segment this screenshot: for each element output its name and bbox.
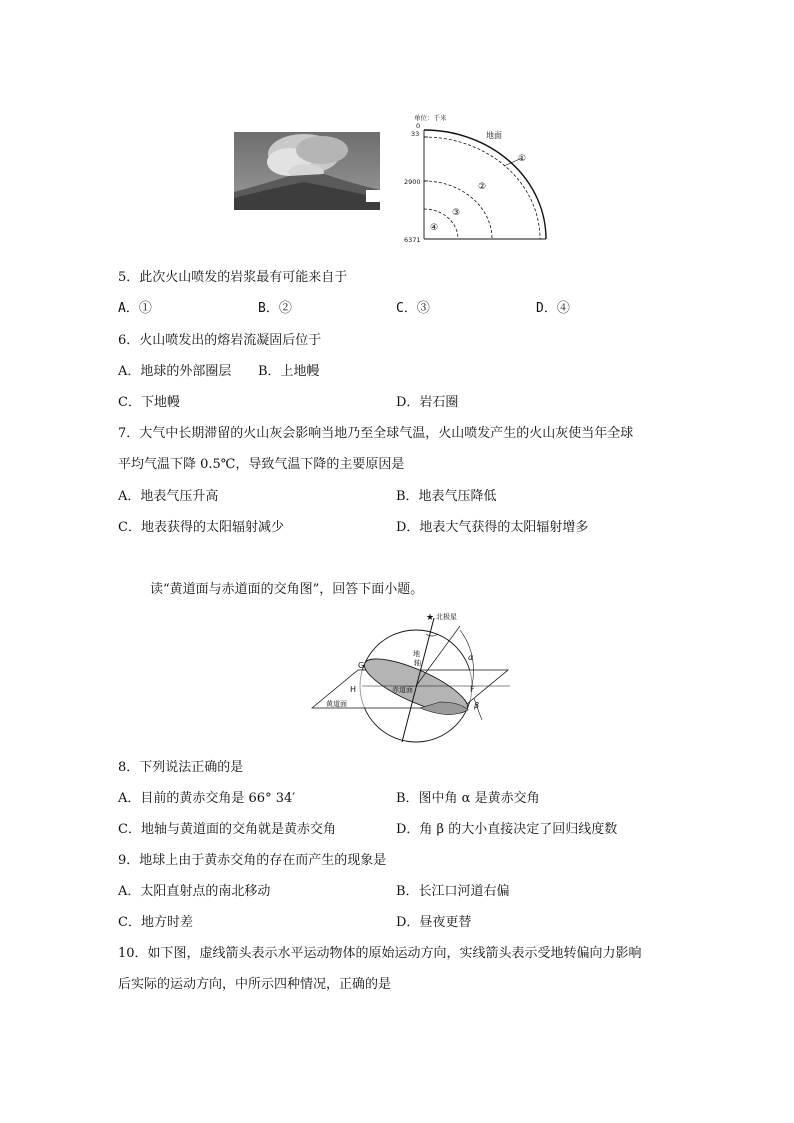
axis-label-2: 轴 — [414, 659, 421, 667]
q10-stem-line1: 10．如下图，虚线箭头表示水平运动物体的原始运动方向，实线箭头表示受地转偏向力影响 — [118, 946, 642, 961]
equator-plane-label: 赤道面 — [392, 686, 413, 694]
label-H: H — [350, 685, 357, 694]
q8-stem: 8．下列说法正确的是 — [118, 760, 244, 775]
q8-option-d[interactable]: D．角 β 的大小直接决定了回归线度数 — [396, 822, 618, 837]
q8-option-c[interactable]: C．地轴与黄道面的交角就是黄赤交角 — [118, 822, 336, 837]
q9-option-c[interactable]: C．地方时差 — [118, 915, 193, 930]
q7-stem-line1: 7．大气中长期滞留的火山灰会影响当地乃至全球气温，火山喷发产生的火山灰使当年全球 — [118, 426, 634, 441]
depth-label-2900: 2900 — [404, 178, 421, 186]
unit-label: 单位：千米 — [414, 114, 447, 122]
q5-option-a[interactable]: A．① — [118, 301, 152, 316]
polaris-label: 北极星 — [436, 613, 457, 621]
q6-option-c[interactable]: C．下地幔 — [118, 395, 180, 410]
q6-option-a[interactable]: A．地球的外部圈层 — [118, 364, 232, 379]
q8-option-a[interactable]: A．目前的黄赤交角是 66° 34′ — [118, 791, 296, 806]
q9-option-b[interactable]: B．长江口河道右偏 — [396, 884, 510, 899]
ecliptic-plane-label: 黄道面 — [326, 700, 347, 708]
q5-option-c[interactable]: C．③ — [396, 301, 430, 316]
q5-stem: 5．此次火山喷发的岩浆最有可能来自于 — [118, 270, 348, 285]
q10-stem-line2: 后实际的运动方向，中所示四种情况，正确的是 — [118, 977, 392, 992]
beta-label: β — [474, 701, 480, 710]
depth-label-0: 0 — [416, 122, 421, 130]
q5-option-d[interactable]: D．④ — [536, 301, 570, 316]
earth-interior-diagram — [400, 108, 560, 248]
q6-stem: 6．火山喷发出的熔岩流凝固后位于 — [118, 333, 322, 348]
q8-option-b[interactable]: B．图中角 α 是黄赤交角 — [396, 791, 540, 806]
q7-stem-line2: 平均气温下降 0.5℃，导致气温下降的主要原因是 — [118, 457, 405, 472]
q7-option-d[interactable]: D．地表大气获得的太阳辐射增多 — [396, 520, 589, 535]
volcano-photo — [234, 132, 380, 210]
surface-label: 地面 — [486, 131, 502, 140]
q7-option-a[interactable]: A．地表气压升高 — [118, 489, 219, 504]
q9-stem: 9．地球上由于黄赤交角的存在而产生的现象是 — [118, 853, 387, 868]
polaris-star-icon: ★ — [426, 613, 435, 623]
depth-label-33: 33 — [411, 130, 420, 138]
q6-option-d[interactable]: D．岩石圈 — [396, 395, 459, 410]
label-G: G — [358, 661, 365, 670]
q9-option-a[interactable]: A．太阳直射点的南北移动 — [118, 884, 271, 899]
layer-3-label: ③ — [452, 208, 461, 218]
q7-option-c[interactable]: C．地表获得的太阳辐射减少 — [118, 520, 284, 535]
axis-label-1: 地 — [413, 650, 420, 658]
rotation-arrow-icon — [426, 634, 438, 636]
depth-label-6371: 6371 — [404, 236, 421, 244]
layer-1-label: ① — [518, 154, 527, 164]
q9-option-d[interactable]: D．昼夜更替 — [396, 915, 472, 930]
layer-2-label: ② — [478, 182, 487, 192]
q6-option-b[interactable]: B．上地幔 — [258, 364, 320, 379]
section-intro: 读“黄道面与赤道面的交角图”，回答下面小题。 — [150, 582, 424, 597]
label-F: F — [470, 685, 475, 694]
ecliptic-equator-diagram — [310, 604, 520, 744]
alpha-label: α — [468, 653, 474, 662]
q7-option-b[interactable]: B．地表气压降低 — [396, 489, 497, 504]
q5-option-b[interactable]: B．② — [258, 301, 292, 316]
layer-4-label: ④ — [430, 223, 439, 233]
